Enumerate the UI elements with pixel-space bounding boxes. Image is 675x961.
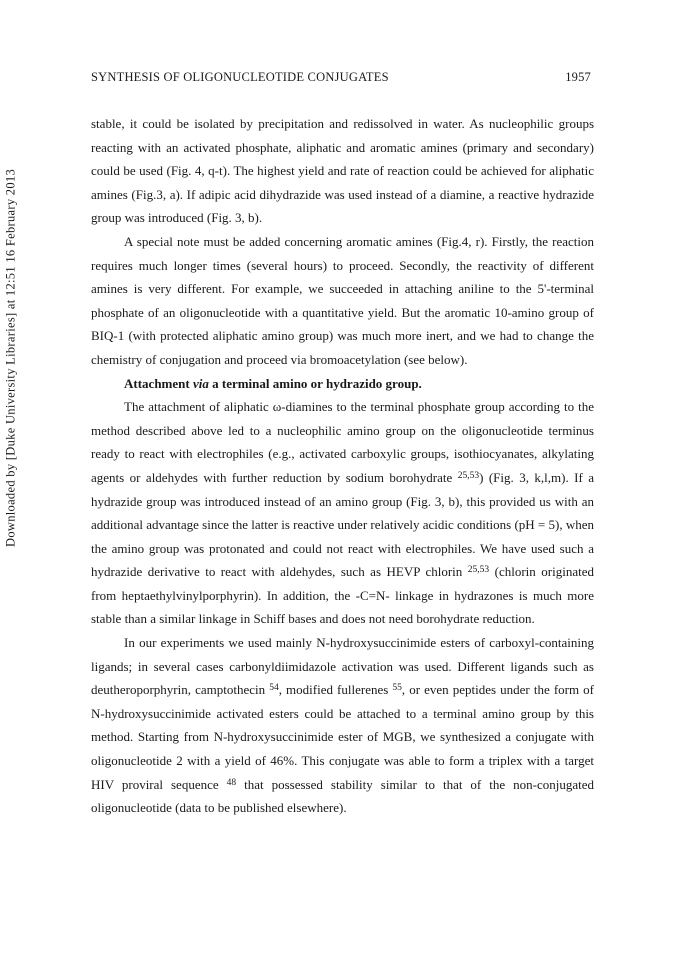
paragraph-1: stable, it could be isolated by precipitation and redissolved in water. As nucleophilic groups reacting with an activated phosphate, aliphatic and aromatic amines (primary and secondary) could be used (Fig. 4, q-t). The highest yield and rate of reaction could be achieved for aliphatic amines (Fig.3, a). If adipic acid dihydrazide was used instead of a diamine, a reactive hydrazide group was introduced (Fig. 3, b). (91, 116, 594, 226)
p4-reference-2: 55 (392, 683, 402, 694)
p4-text-c: , or even peptides under the form of N-hydroxysuccinimide activated esters could be attached to a terminal amino group by this method. Starting from N-hydroxysuccinimide ester of MGB, we synthesized a conjugate with oligonucleotide 2 with a yield of 46%. This conjugate was able to form a triplex with a target HIV proviral sequence (91, 682, 594, 792)
heading-part-1: Attachment (124, 375, 193, 391)
p4-text-b: , modified fullerenes (278, 682, 393, 698)
p4-text-d: that possessed stability similar to that of the non-conjugated oligonucleotide (data to be published elsewhere). (91, 776, 594, 816)
p3-text-a: The attachment of aliphatic ω-diamines to the terminal phosphate group according to the method described above led to a nucleophilic amino group on the oligonucleotide terminus ready to react with electrophiles (e.g., activated carboxylic groups, isothiocyanates, alkylating agents or aldehydes with further reduction by sodium borohydrate (91, 399, 594, 485)
section-heading (91, 372, 594, 396)
paragraph-3 (91, 395, 594, 631)
p3-text-b: ) (Fig. 3, k,l,m). If a hydrazide group was introduced instead of an amino group (Fig. 3, b), this provided us with an additional advantage since the latter is reactive under relatively acidic conditions (pH = 5), when the amino group was protonated and could not react with electrophiles. We have used such a hydrazide derivative to react with aldehydes, such as HEVP chlorin (91, 469, 595, 580)
p3-reference-2: 25,53 (467, 565, 490, 576)
p4-text-a: In our experiments we used mainly N-hydroxysuccinimide esters of carboxyl-containing ligands; in several cases carbonyldiimidazole activation was used. Different ligands such as deutheroporphyrin, camptothecin (91, 635, 594, 698)
download-note: Downloaded by [Duke University Libraries] at 12:51 16 February 2013 (3, 168, 18, 548)
heading-part-2: via (192, 375, 209, 391)
p4-reference-1: 54 (269, 683, 279, 694)
p3-reference-1: 25,53 (457, 470, 480, 481)
page-number: 1957 (565, 70, 591, 84)
article-body (91, 112, 594, 820)
paragraph-2: A special note must be added concerning aromatic amines (Fig.4, r). Firstly, the reaction requires much longer times (several hours) to proceed. Secondly, the reactivity of different amines is very different. For example, we succeeded in attaching aniline to the 5'-terminal phosphate of an oligonucleotide with a quantitative yield. But the aromatic 10-amino group of BIQ-1 (with protected aliphatic amino group) was much more inert, and we had to change the chemistry of conjugation and proceed via bromoacetylation (see below). (91, 233, 594, 367)
paragraph-4 (91, 631, 594, 820)
download-watermark (0, 0, 22, 961)
running-title: SYNTHESIS OF OLIGONUCLEOTIDE CONJUGATES (91, 70, 389, 84)
p4-reference-3: 48 (226, 777, 237, 788)
p3-text-c: (chlorin originated from heptaethylvinylporphyrin). In addition, the -C=N- linkage in hydrazones is much more stable than a similar linkage in Schiff bases and does not need borohydrate reduction. (91, 564, 594, 627)
heading-part-3: a terminal amino or hydrazido group. (208, 375, 422, 391)
